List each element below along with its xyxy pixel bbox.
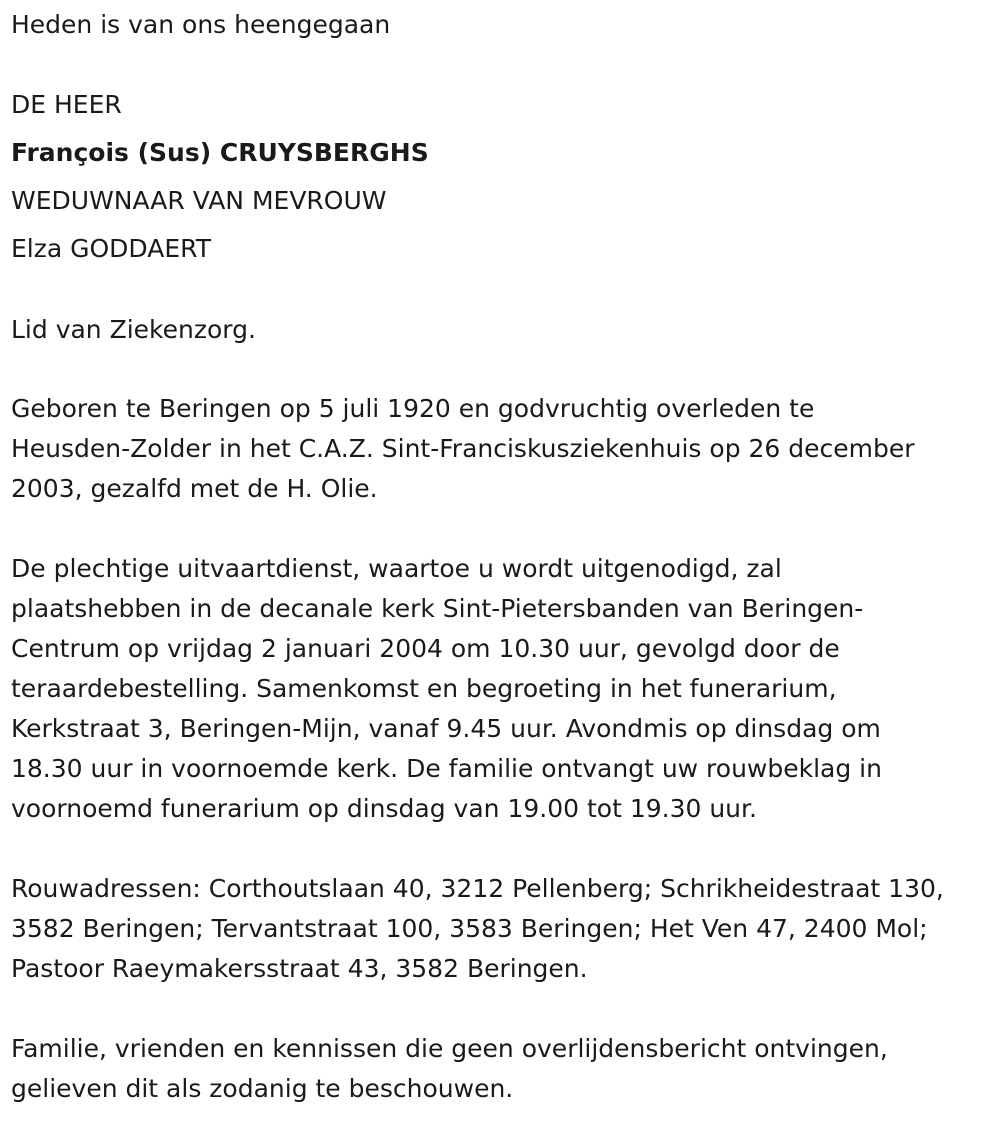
- funeral-line: 18.30 uur in voornoemde kerk. De familie ontvangt uw rouwbeklag in: [11, 754, 882, 783]
- membership-text: Lid van Ziekenzorg.: [11, 315, 256, 344]
- address-line: Pastoor Raeymakersstraat 43, 3582 Beringen.: [11, 954, 588, 983]
- deceased-name: François (Sus) CRUYSBERGHS: [11, 138, 429, 167]
- funeral-line: voornoemd funerarium op dinsdag van 19.00 tot 19.30 uur.: [11, 794, 757, 823]
- funeral-line: teraardebestelling. Samenkomst en begroeting in het funerarium,: [11, 674, 837, 703]
- closing-paragraph: [11, 1029, 991, 1109]
- funeral-line: Centrum op vrijdag 2 januari 2004 om 10.30 uur, gevolgd door de: [11, 634, 840, 663]
- intro-text: Heden is van ons heengegaan: [11, 10, 391, 39]
- funeral-line: plaatshebben in de decanale kerk Sint-Pietersbanden van Beringen-: [11, 594, 864, 623]
- birth-death-line: 2003, gezalfd met de H. Olie.: [11, 474, 378, 503]
- birth-death-line: Geboren te Beringen op 5 juli 1920 en godvruchtig overleden te: [11, 394, 815, 423]
- relation-text: WEDUWNAAR VAN MEVROUW: [11, 186, 387, 215]
- address-line: 3582 Beringen; Tervantstraat 100, 3583 Beringen; Het Ven 47, 2400 Mol;: [11, 914, 928, 943]
- funeral-paragraph: [11, 549, 991, 829]
- closing-line: Familie, vrienden en kennissen die geen overlijdensbericht ontvingen,: [11, 1034, 888, 1063]
- spouse-name: Elza GODDAERT: [11, 234, 211, 263]
- funeral-line: De plechtige uitvaartdienst, waartoe u wordt uitgenodigd, zal: [11, 554, 782, 583]
- funeral-line: Kerkstraat 3, Beringen-Mijn, vanaf 9.45 uur. Avondmis op dinsdag om: [11, 714, 881, 743]
- address-line: Rouwadressen: Corthoutslaan 40, 3212 Pellenberg; Schrikheidestraat 130,: [11, 874, 944, 903]
- closing-line: gelieven dit als zodanig te beschouwen.: [11, 1074, 514, 1103]
- birth-death-paragraph: [11, 389, 991, 509]
- birth-death-line: Heusden-Zolder in het C.A.Z. Sint-Franciskusziekenhuis op 26 december: [11, 434, 915, 463]
- honorific: DE HEER: [11, 90, 122, 119]
- addresses-paragraph: [11, 869, 991, 989]
